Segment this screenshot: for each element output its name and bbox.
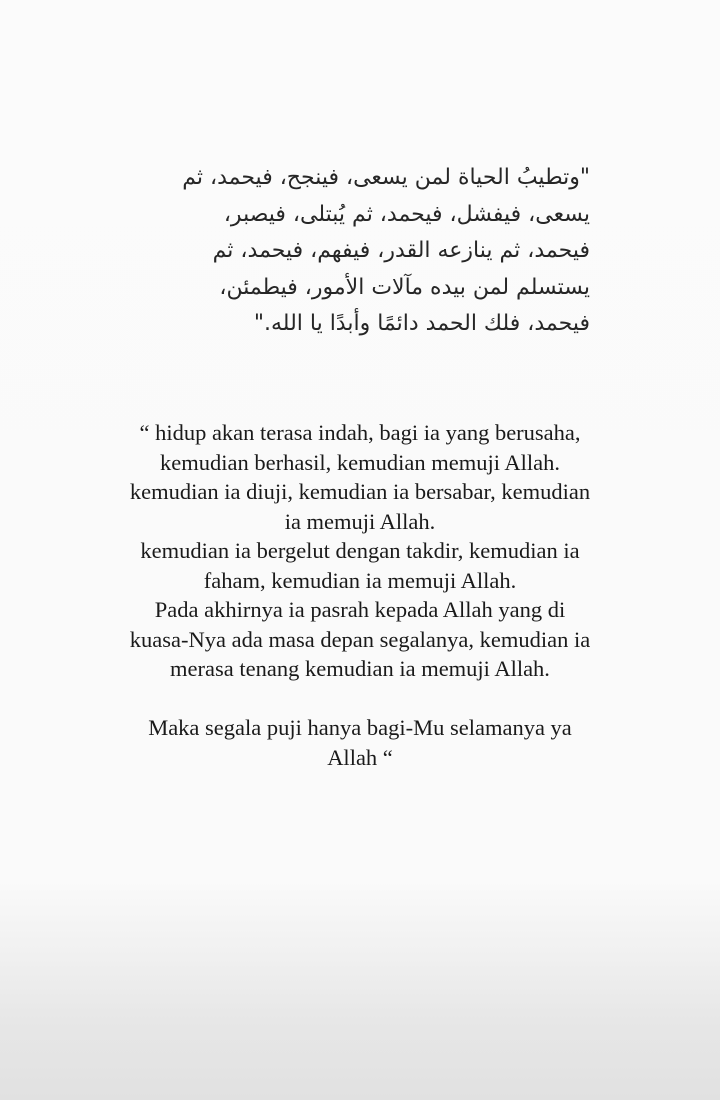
- closing-line: Allah “: [327, 744, 393, 770]
- indonesian-quote-line: kemudian ia diuji, kemudian ia bersabar, kemudian: [129, 479, 591, 504]
- indonesian-quote-line: kuasa-Nya ada masa depan segalanya, kemudian ia: [129, 626, 591, 652]
- arabic-quote-line: فيحمد، ثم ينازعه القدر، فيفهم، فيحمد، ثم: [212, 238, 590, 263]
- indonesian-quote-line: ia memuji Allah.: [284, 508, 436, 534]
- indonesian-quote-line: faham, kemudian ia memuji Allah.: [203, 567, 517, 593]
- closing-line: Maka segala puji hanya bagi-Mu selamanya ya: [148, 715, 572, 740]
- indonesian-quote-line: kemudian ia bergelut dengan takdir, kemudian ia: [140, 538, 580, 563]
- indonesian-quote-line: Pada akhirnya ia pasrah kepada Allah yang di: [154, 597, 566, 622]
- arabic-quote: [120, 160, 590, 343]
- arabic-quote-line: يستسلم لمن بيده مآلات الأمور، فيطمئن،: [219, 274, 590, 300]
- indonesian-quote-line: “ hidup akan terasa indah, bagi ia yang berusaha,: [139, 420, 581, 445]
- arabic-quote-line: "وتطيبُ الحياة لمن يسعى، فينجح، فيحمد، ثم: [182, 165, 590, 190]
- arabic-quote-line: يسعى، فيفشل، فيحمد، ثم يُبتلى، فيصبر،: [223, 201, 590, 227]
- indonesian-quote-line: kemudian berhasil, kemudian memuji Allah.: [160, 449, 560, 475]
- indonesian-quote: [50, 418, 670, 772]
- arabic-quote-line: فيحمد، فلك الحمد دائمًا وأبدًا يا الله.": [253, 311, 590, 336]
- paragraph-spacer: [50, 684, 670, 714]
- indonesian-quote-line: merasa tenang kemudian ia memuji Allah.: [170, 656, 550, 681]
